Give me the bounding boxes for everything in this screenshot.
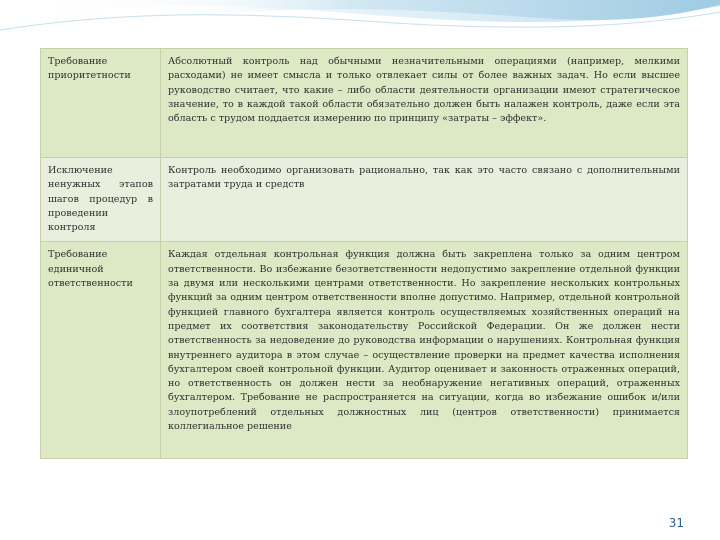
- description-cell: Контроль необходимо организовать рационально, так как это часто связано с дополнительными затратами труда и средств: [161, 158, 688, 242]
- table-row: [41, 242, 688, 459]
- requirement-cell: Требование приоритетности: [41, 49, 161, 158]
- description-cell: Абсолютный контроль над обычными незначительными операциями (например, мелкими расходами) не имеет смысла и только отвлекает силы от более важных задач. Но если высшее руководство считает, что какие – либо области деятельности организации имеют стратегическое значение, то в каждой такой области обязательно должен быть налажен контроль, даже если эта область с трудом поддается измерению по принципу «затраты – эффект».: [161, 49, 688, 158]
- table-row: [41, 49, 688, 158]
- description-cell: Каждая отдельная контрольная функция должна быть закреплена только за одним центром ответственности. Во избежание безответственности недопустимо закрепление отдельной функции за двумя или несколькими центрами ответственности. Но закрепление нескольких контрольных функций за одним центром ответственности вполне допустимо. Например, отдельной контрольной функцией главного бухгалтера является контроль осуществляемых хозяйственных операций на предмет их соответствия законодательству Российской Федерации. Он же должен нести ответственность за недоведение до руководства информации о нарушениях. Контрольная функция внутреннего аудитора в этом случае – осуществление проверки на предмет качества исполнения бухгалтером своей контрольной функции. Аудитор оценивает и законность отраженных операций, но ответственность он должен нести за необнаружение негативных операций, отраженных бухгалтером. Требование не распространяется на ситуации, когда во избежание ошибок и/или злоупотреблений отдельных должностных лиц (центров ответственности) принимается коллегиальное решение: [161, 242, 688, 459]
- requirements-table: [40, 48, 688, 459]
- requirement-cell: Исключение ненужных этапов шагов процедур в проведении контроля: [41, 158, 161, 242]
- table-row: [41, 158, 688, 242]
- requirement-cell: Требование единичной ответственности: [41, 242, 161, 459]
- page-number: 31: [668, 516, 684, 530]
